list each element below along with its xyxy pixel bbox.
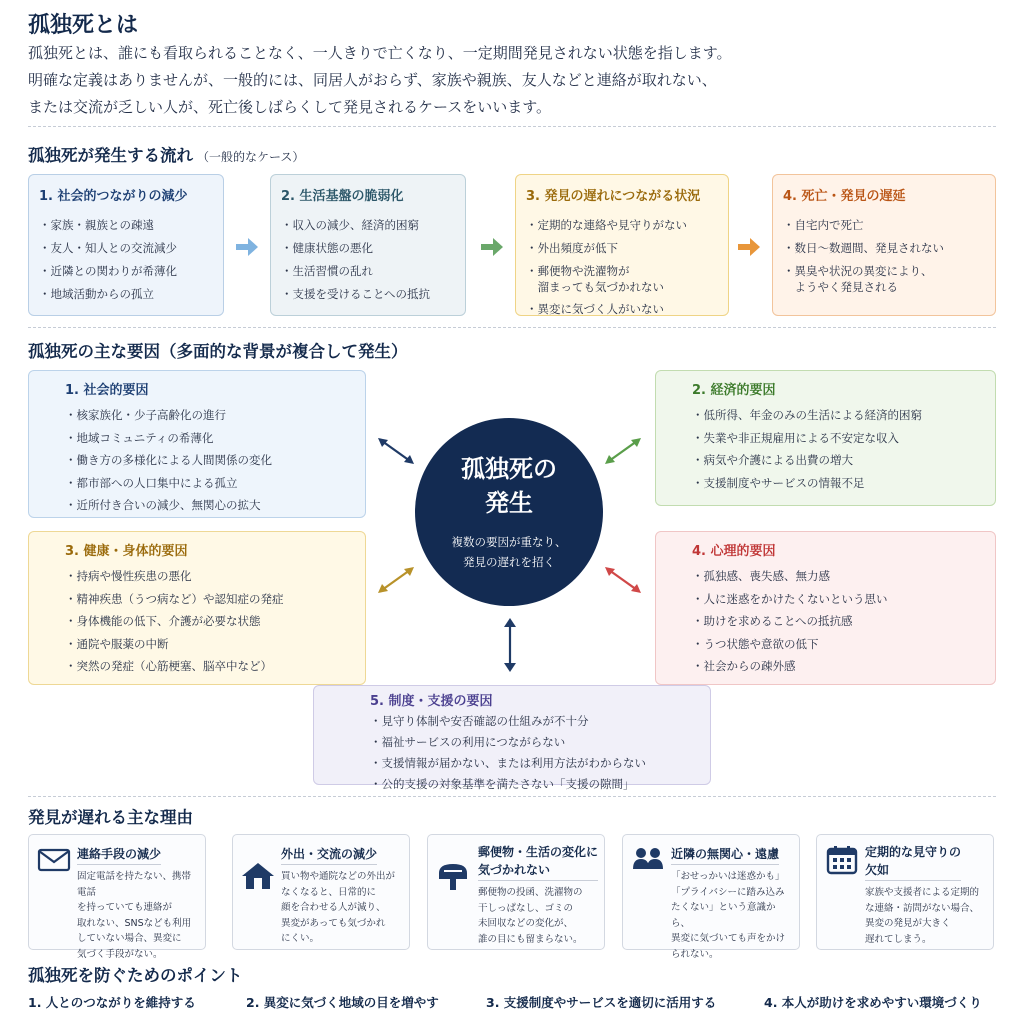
factor-item: ・うつ状態や意欲の低下 (692, 636, 819, 651)
house-icon (241, 861, 275, 891)
factor-item: ・地域コミュニティの希薄化 (65, 430, 214, 445)
double-arrow-icon (376, 565, 416, 595)
center-title-line: 孤独死の (461, 455, 557, 483)
reasons-section-title: 発見が遅れる主な理由 (28, 808, 193, 827)
prevention-point: 3. 支援制度やサービスを適切に活用する (486, 995, 717, 1010)
reason-body: 固定電話を持たない、携帯電話 を持っていても連絡が 取れない、SNSなども利用 していない場合、異変に 気づく手段がない。 (77, 871, 192, 960)
reason-title: 外出・交流の減少 (281, 845, 377, 865)
reason-card-monitoring (816, 834, 994, 950)
factor-card-title: 3. 健康・身体的要因 (65, 544, 188, 559)
reason-body: 買い物や通院などの外出が なくなると、日常的に 顔を合わせる人が減り、 異変があっても気づかれ にくい。 (281, 871, 396, 944)
prevention-point: 1. 人とのつながりを維持する (28, 995, 196, 1010)
divider (28, 126, 996, 127)
reason-title: 近隣の無関心・遠慮 (671, 845, 779, 865)
factor-item: ・支援情報が届かない、または利用方法がわからない (370, 756, 646, 770)
double-arrow-icon (500, 618, 520, 672)
flow-card-item: ・生活習慣の乱れ (281, 264, 373, 278)
flow-card-item: ・友人・知人との交流減少 (39, 241, 177, 255)
flow-card-title: 1. 社会的つながりの減少 (39, 189, 188, 204)
factor-card-institutional (313, 685, 711, 791)
factor-item: ・通院や服薬の中断 (65, 636, 169, 651)
factor-item: ・助けを求めることへの抵抗感 (692, 614, 853, 628)
factor-item: ・孤独感、喪失感、無力感 (692, 569, 830, 583)
flow-card-item: ・収入の減少、経済的困窮 (281, 218, 419, 232)
reason-title: 連絡手段の減少 (77, 845, 161, 865)
reason-body: 家族や支援者による定期的 な連絡・訪問がない場合、 異変の発見が大きく 遅れてしまう。 (865, 887, 980, 945)
flow-title-text: 孤独死が発生する流れ (28, 146, 193, 165)
flow-card-item: ・異臭や状況の異変により、 ようやく発見される (783, 264, 933, 294)
center-title (415, 452, 603, 520)
right-arrow-icon (481, 238, 503, 256)
intro-line: 明確な定義はありませんが、一般的には、同居人がおらず、家族や親族、友人などと連絡が取れない、 (28, 71, 717, 89)
center-subtitle-line: 発見の遅れを招く (463, 555, 555, 569)
double-arrow-icon (376, 436, 416, 466)
flow-card-living-foundation (270, 174, 466, 316)
flow-card-item: ・異変に気づく人がいない (526, 302, 664, 316)
flow-card-item: ・郵便物や洗濯物が 溜まっても気づかれない (526, 264, 664, 294)
flow-card-title: 3. 発見の遅れにつながる状況 (526, 189, 701, 204)
reason-card-neighbors (622, 834, 800, 960)
flow-card-item: ・自宅内で死亡 (783, 218, 864, 232)
double-arrow-icon (603, 565, 643, 595)
divider (28, 327, 996, 328)
factor-card-title: 1. 社会的要因 (65, 383, 149, 398)
divider (28, 796, 996, 797)
reason-card-outings (232, 834, 410, 950)
prevention-point: 4. 本人が助けを求めやすい環境づくり (764, 995, 982, 1010)
factor-item: ・突然の発症（心筋梗塞、脳卒中など） (65, 659, 272, 673)
flow-subtitle: （一般的なケース） (197, 150, 305, 164)
flow-card-delayed-discovery (515, 174, 729, 316)
right-arrow-icon (236, 238, 258, 256)
center-circle (415, 418, 603, 606)
factor-item: ・精神疾患（うつ病など）や認知症の発症 (65, 591, 284, 606)
mailbox-icon (436, 861, 470, 891)
flow-section-title (28, 142, 304, 166)
center-title-line: 発生 (485, 489, 533, 517)
flow-card-item: ・外出頻度が低下 (526, 241, 618, 255)
factor-item: ・福祉サービスの利用につながらない (370, 735, 566, 749)
factor-item: ・核家族化・少子高齢化の進行 (65, 408, 226, 422)
factor-item: ・近所付き合いの減少、無関心の拡大 (65, 498, 261, 512)
factor-item: ・見守り体制や安否確認の仕組みが不十分 (370, 714, 589, 728)
prevention-section-title: 孤独死を防ぐためのポイント (28, 966, 243, 985)
reason-title: 定期的な見守りの 欠如 (865, 843, 961, 881)
factor-card-title: 5. 制度・支援の要因 (370, 694, 493, 709)
flow-card-item: ・健康状態の悪化 (281, 241, 373, 255)
people-icon (631, 845, 665, 875)
intro-text (28, 40, 1008, 121)
factor-card-social (28, 370, 366, 518)
factor-card-title: 4. 心理的要因 (692, 544, 776, 559)
intro-line: 孤独死とは、誰にも看取られることなく、一人きりで亡くなり、一定期間発見されない状態を指します。 (28, 44, 732, 62)
factor-item: ・社会からの疎外感 (692, 659, 796, 673)
factor-item: ・支援制度やサービスの情報不足 (692, 475, 865, 490)
flow-card-title: 2. 生活基盤の脆弱化 (281, 189, 404, 204)
factor-item: ・失業や非正規雇用による不安定な収入 (692, 430, 899, 445)
flow-card-item: ・数日〜数週間、発見されない (783, 241, 944, 255)
factor-item: ・都市部への人口集中による孤立 (65, 475, 238, 490)
reason-title: 郵便物・生活の変化に 気づかれない (478, 843, 598, 881)
center-subtitle (415, 532, 603, 572)
factor-item: ・低所得、年金のみの生活による経済的困窮 (692, 408, 922, 422)
factor-card-economic (655, 370, 996, 506)
flow-card-item: ・家族・親族との疎遠 (39, 218, 154, 232)
reason-body: 「おせっかいは迷惑かも」 「プライバシーに踏み込み たくない」という意識から、 異変に気づいても声をかけ られない。 (671, 871, 786, 960)
flow-card-item: ・地域活動からの孤立 (39, 287, 154, 301)
prevention-point: 2. 異変に気づく地域の目を増やす (246, 995, 439, 1010)
envelope-icon (37, 845, 71, 875)
factor-item: ・持病や慢性疾患の悪化 (65, 569, 192, 583)
reason-card-contact (28, 834, 206, 960)
calendar-icon (825, 845, 859, 875)
factor-card-title: 2. 経済的要因 (692, 383, 776, 398)
double-arrow-icon (603, 436, 643, 466)
factor-item: ・人に迷惑をかけたくないという思い (692, 591, 888, 606)
flow-card-item: ・定期的な連絡や見守りがない (526, 218, 687, 232)
factor-item: ・公的支援の対象基準を満たさない「支援の隙間」 (370, 777, 635, 791)
intro-line: または交流が乏しい人が、死亡後しばらくして発見されるケースをいいます。 (28, 98, 552, 116)
flow-card-item: ・近隣との関わりが希薄化 (39, 264, 177, 278)
reason-body: 郵便物の投函、洗濯物の 干しっぱなし、ゴミの 未回収などの変化が、 誰の目にも留まらない。 (478, 887, 583, 945)
flow-card-item: ・支援を受けることへの抵抗 (281, 287, 431, 301)
factor-item: ・働き方の多様化による人間関係の変化 (65, 453, 272, 467)
right-arrow-icon (738, 238, 760, 256)
flow-card-death-discovery (772, 174, 996, 316)
factor-item: ・病気や介護による出費の増大 (692, 453, 853, 467)
factor-card-psychological (655, 531, 996, 685)
factor-item: ・身体機能の低下、介護が必要な状態 (65, 614, 261, 628)
page-title: 孤独死とは (28, 13, 139, 38)
flow-card-social-connections (28, 174, 224, 316)
center-subtitle-line: 複数の要因が重なり、 (451, 535, 567, 549)
reason-card-mail (427, 834, 605, 950)
factor-card-health (28, 531, 366, 685)
flow-card-title: 4. 死亡・発見の遅延 (783, 189, 906, 204)
factors-section-title: 孤独死の主な要因（多面的な背景が複合して発生） (28, 342, 408, 361)
